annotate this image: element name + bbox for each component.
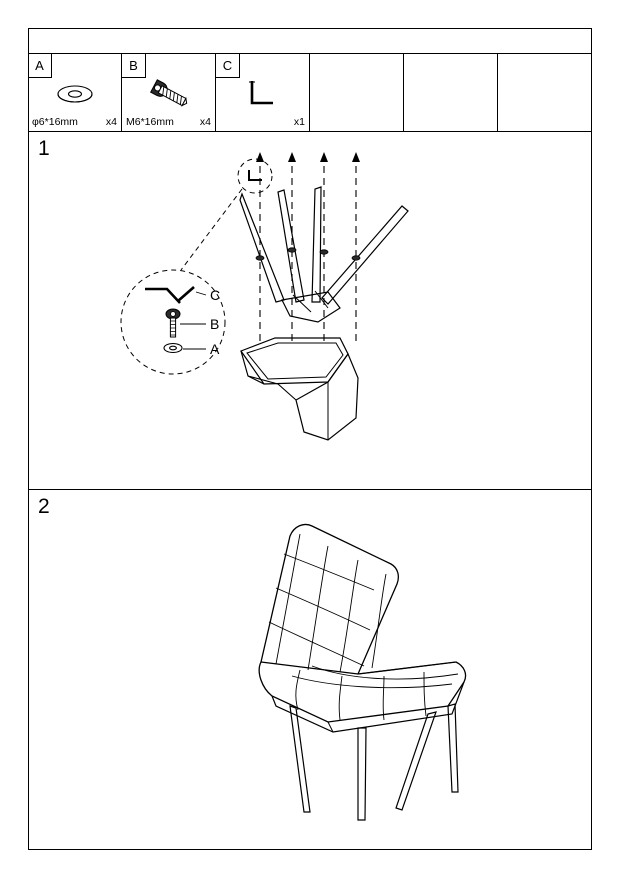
part-cell-empty-3 [498,54,592,132]
step-2-number: 2 [38,495,50,518]
part-cell-c [216,54,310,132]
svg-text:A: A [210,341,220,357]
step-1 [28,132,592,490]
part-letter-a: A [28,54,52,78]
svg-text:C: C [210,287,221,303]
step-2-illustration [28,490,592,850]
washer-icon [28,76,122,112]
step-1-number: 1 [38,137,50,160]
part-cell-empty-1 [310,54,404,132]
allen-key-icon [216,76,310,112]
part-spec-a: φ6*16mm [32,116,78,128]
part-footer-c [216,114,310,130]
part-qty-b: x4 [199,116,211,128]
part-spec-b: M6*16mm [126,116,174,128]
part-footer-b [122,114,216,130]
header-strip [28,28,592,54]
part-letter-b: B [122,54,146,78]
parts-table [28,54,592,132]
part-qty-a: x4 [105,116,117,128]
step-2 [28,490,592,850]
part-qty-c: x1 [293,116,305,128]
part-cell-a [28,54,122,132]
bolt-icon [122,76,216,112]
step-1-illustration [28,132,592,490]
part-cell-empty-2 [404,54,498,132]
part-letter-c: C [216,54,240,78]
svg-text:B: B [210,316,220,332]
part-footer-a [28,114,122,130]
part-cell-b [122,54,216,132]
